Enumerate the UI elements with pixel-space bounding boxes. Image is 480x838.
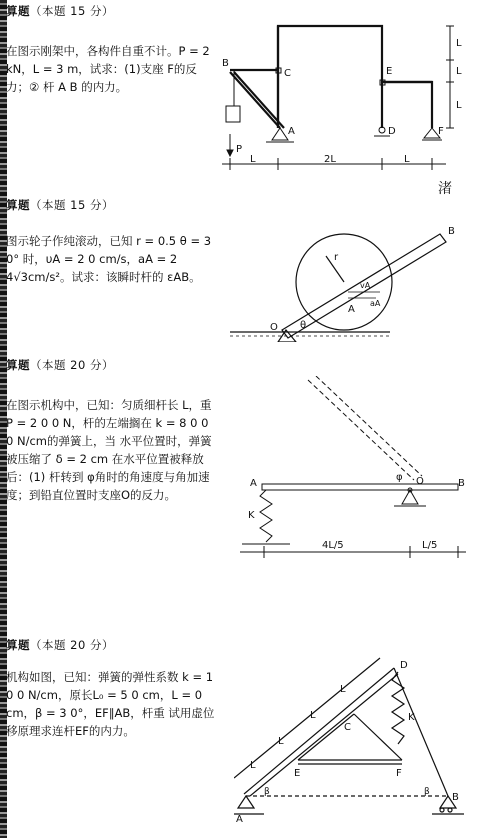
label-K: K	[408, 712, 415, 723]
label-B: B	[448, 226, 455, 237]
dim-L-left: L	[250, 154, 256, 165]
label-E: E	[386, 66, 393, 77]
label-K: K	[248, 510, 255, 521]
question-1-heading: 算题（本题 15 分）	[6, 4, 114, 18]
label-C: C	[344, 722, 351, 733]
label-beta-right: β	[424, 787, 430, 797]
label-B: B	[452, 792, 459, 803]
label-D: D	[400, 660, 408, 671]
label-O: O	[270, 322, 278, 333]
dim-L-v1: L	[456, 38, 462, 49]
question-3-heading: 算题（本题 20 分）	[6, 358, 114, 372]
label-A: A	[250, 478, 257, 489]
label-aA: aA	[370, 299, 381, 308]
label-B: B	[458, 478, 465, 489]
label-D: D	[388, 126, 396, 137]
question-2-heading: 算题（本题 15 分）	[6, 198, 114, 212]
label-A: A	[236, 814, 243, 825]
label-E: E	[294, 768, 301, 779]
linkage-figure	[234, 654, 470, 834]
label-vA: vA	[360, 281, 371, 290]
label-P: P	[236, 144, 243, 155]
wheel-rod-figure	[230, 218, 466, 342]
question-1	[6, 2, 218, 96]
question-3-text: 在图示机构中，已知：匀质细杆长 L，重P = 2 0 0 N，杆的左端搁在 k = 8 0 0 0 N/cm的弹簧上，当 水平位置时，弹簧被压缩了 δ = 2 cm 在水平位置被释放后：(1) 杆转到 φ角时的角速度与角加速度；到铅直位置时支座O的反力。	[6, 398, 212, 502]
question-1-text: 在图示刚架中，各构件自重不计。P = 2 kN，L = 3 m，试求：(1)支座 F的反力；② 杆 A B 的内力。	[6, 44, 210, 94]
dim-4L5: 4L/5	[322, 540, 344, 551]
dim-L-v2: L	[456, 66, 462, 77]
label-r: r	[334, 252, 339, 263]
question-4	[6, 636, 218, 740]
question-4-text: 机构如图，已知：弹簧的弹性系数 k = 1 0 0 N/cm，原长L₀ = 5 0 cm，L = 0 cm，β = 3 0°，EF∥AB，杆重 试用虚位移原理求连杆EF的内力。	[6, 670, 215, 738]
label-A: A	[348, 304, 355, 315]
dim-L-right: L	[404, 154, 410, 165]
dim-L-2: L	[278, 736, 284, 747]
question-2	[6, 196, 218, 286]
label-O: O	[416, 476, 424, 487]
dim-2L: 2L	[324, 154, 336, 165]
dim-L-4: L	[340, 684, 346, 695]
label-F: F	[396, 768, 402, 779]
margin-mark: 渚	[438, 181, 452, 197]
label-C: C	[284, 68, 291, 79]
label-phi: φ	[396, 472, 403, 483]
dim-L-v3: L	[456, 100, 462, 111]
label-B: B	[222, 58, 229, 69]
label-beta-left: β	[264, 787, 270, 797]
label-F: F	[438, 126, 444, 137]
question-2-text: 图示轮子作纯滚动，已知 r = 0.5 θ = 3 0° 时，υA = 2 0 cm/s，aA = 2 4√3cm/s²。试求：该瞬时杆的 εAB。	[6, 234, 212, 284]
dim-L5: L/5	[422, 540, 438, 551]
label-theta: θ	[300, 320, 307, 331]
label-A: A	[288, 126, 295, 137]
question-3	[6, 356, 218, 504]
lever-spring-figure	[236, 376, 472, 568]
frame-figure	[214, 4, 476, 176]
dim-L-1: L	[250, 760, 256, 771]
dim-L-3: L	[310, 710, 316, 721]
question-4-heading: 算题（本题 20 分）	[6, 638, 114, 652]
